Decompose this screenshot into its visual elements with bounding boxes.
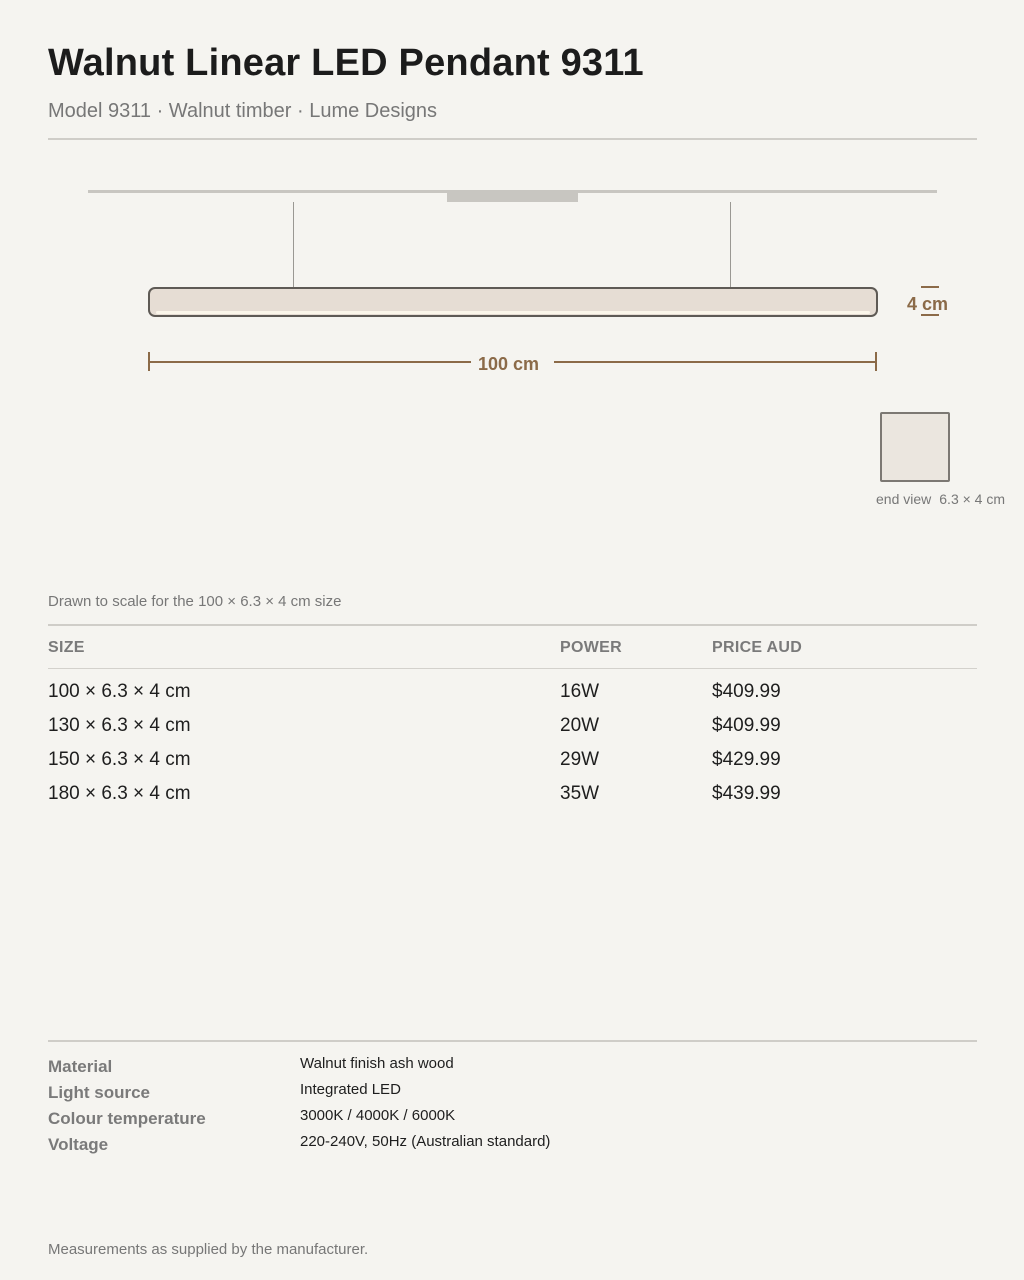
price-cell: $429.99 bbox=[712, 749, 781, 770]
specs-divider bbox=[48, 1040, 977, 1042]
spec-label-material: Material bbox=[48, 1057, 113, 1076]
suspension-wire-left bbox=[293, 202, 294, 288]
size-cell: 180 × 6.3 × 4 cm bbox=[48, 783, 191, 804]
end-view-dimensions: 6.3 × 4 cm bbox=[939, 491, 1006, 507]
length-dimension-line-left bbox=[148, 361, 471, 363]
table-header-divider bbox=[48, 668, 977, 669]
spec-value-light-source: Integrated LED bbox=[300, 1081, 401, 1098]
size-cell: 130 × 6.3 × 4 cm bbox=[48, 715, 191, 736]
drawing-caption: Drawn to scale for the 100 × 6.3 × 4 cm size bbox=[48, 593, 342, 610]
table-top-divider bbox=[48, 624, 977, 626]
suspension-wire-right bbox=[730, 202, 731, 288]
size-cell: 150 × 6.3 × 4 cm bbox=[48, 749, 191, 770]
spec-value-colour-temperature: 3000K / 4000K / 6000K bbox=[300, 1107, 456, 1124]
pendant-body bbox=[148, 287, 878, 317]
price-cell: $439.99 bbox=[712, 783, 781, 804]
header-divider bbox=[48, 138, 977, 140]
column-header-power: POWER bbox=[560, 639, 622, 656]
spec-value-material: Walnut finish ash wood bbox=[300, 1055, 454, 1072]
size-cell: 100 × 6.3 × 4 cm bbox=[48, 681, 191, 702]
column-header-size: SIZE bbox=[48, 639, 85, 656]
length-dimension-tick-right bbox=[875, 352, 877, 371]
power-cell: 29W bbox=[560, 749, 600, 770]
length-dimension-label: 100 cm bbox=[478, 354, 540, 374]
end-view-label bbox=[876, 491, 1005, 507]
led-diffuser bbox=[156, 311, 870, 314]
power-cell: 35W bbox=[560, 783, 600, 804]
power-cell: 20W bbox=[560, 715, 600, 736]
spec-label-light-source: Light source bbox=[48, 1083, 151, 1102]
end-view-title: end view bbox=[876, 491, 932, 507]
page-title: Walnut Linear LED Pendant 9311 bbox=[48, 42, 644, 84]
spec-label-voltage: Voltage bbox=[48, 1135, 109, 1154]
spec-label-colour-temperature: Colour temperature bbox=[48, 1109, 206, 1128]
spec-value-voltage: 220-240V, 50Hz (Australian standard) bbox=[300, 1133, 551, 1150]
price-cell: $409.99 bbox=[712, 715, 781, 736]
power-cell: 16W bbox=[560, 681, 600, 702]
footnote: Measurements as supplied by the manufacturer. bbox=[48, 1241, 369, 1258]
page-subtitle: Model 9311 · Walnut timber · Lume Designs bbox=[48, 100, 438, 122]
height-dimension-label: 4 cm bbox=[907, 294, 949, 314]
ceiling-canopy bbox=[447, 193, 578, 202]
end-view-profile bbox=[880, 412, 950, 482]
height-dimension-tick-top bbox=[921, 286, 939, 288]
column-header-price: PRICE AUD bbox=[712, 639, 803, 656]
length-dimension-line-right bbox=[554, 361, 877, 363]
price-cell: $409.99 bbox=[712, 681, 781, 702]
